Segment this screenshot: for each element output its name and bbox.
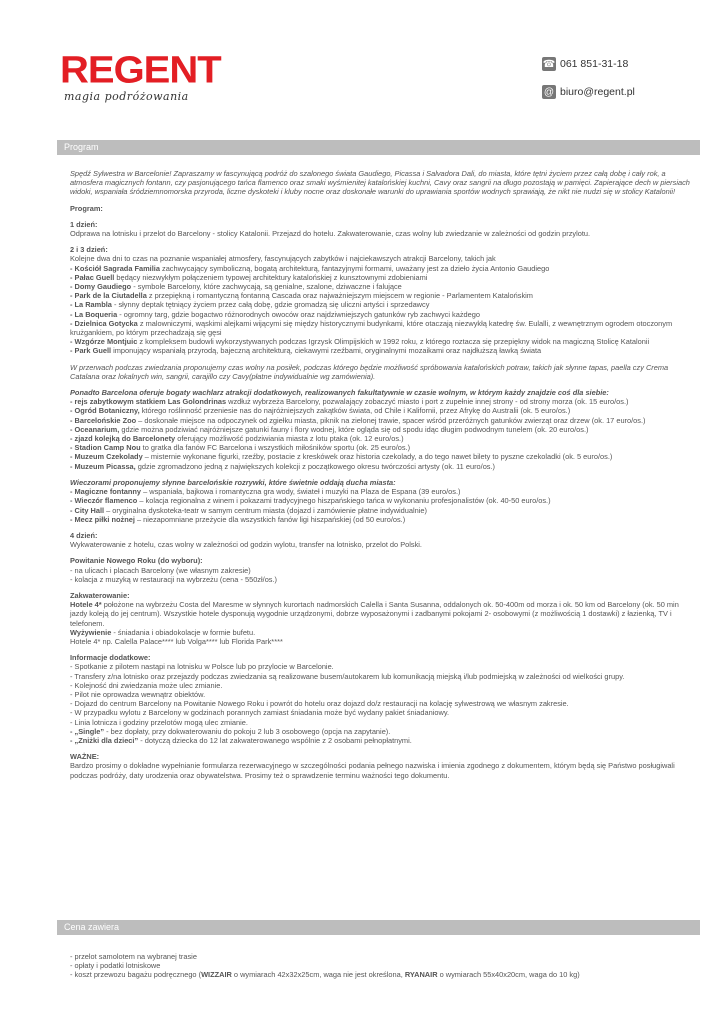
list-item-text: z przepiękną i romantyczną fontanną Cascada oraz najważniejszym miejscem w regionie - Parlamentem Katalońskim xyxy=(146,291,533,301)
list-item-name: - Stadion Camp Nou xyxy=(70,443,141,453)
newyear-label: Powitanie Nowego Roku (do wyboru): xyxy=(70,556,203,566)
important-label: WAŻNE: xyxy=(70,752,100,762)
price-item: - opłaty i podatki lotniskowe xyxy=(70,961,161,971)
program-content xyxy=(70,169,690,780)
meals-label: Wyżywienie xyxy=(70,627,112,637)
important-text: Bardzo prosimy o dokładne wypełnianie formularza rezerwacyjnego w szczególności podania pełnego nazwiska i imienia zgodnego z dokumentem, którym będą się Państwo posługiwali podczas podróży, daty urodzenia oraz obywatelstwa. Prosimy też o sprawdzenie terminu ważności tego dokumentu. xyxy=(70,761,675,780)
list-item xyxy=(70,273,690,282)
list-item-name: - Pałac Guell xyxy=(70,272,115,282)
list-item-text: – kolacja regionalna z winem i pokazami tradycyjnego hiszpańskiego tańca w wykonaniu profesjonalistów (ok. 40-50 euro/os.) xyxy=(137,496,551,506)
logo-tagline: magia podróżowania xyxy=(64,90,189,103)
list-item xyxy=(70,416,690,425)
extras-heading: Ponadto Barcelona oferuje bogaty wachlarz atrakcji dodatkowych, realizowanych fakultatywnie w czasie wolnym, w którym każdy znajdzie coś dla siebie: xyxy=(70,388,609,398)
list-item-name: - Mecz piłki nożnej xyxy=(70,514,135,524)
info-child-name: - „Zniżki dla dzieci” xyxy=(70,735,139,745)
list-item-name: - Muzeum Czekolady xyxy=(70,452,143,462)
list-item-text: to gratka dla fanów FC Barcelona i wszystkich miłośników sportu (ok. 25 euro/os.) xyxy=(140,443,411,453)
list-item-name: - rejs zabytkowym statkiem Las Golondrinas xyxy=(70,397,227,407)
list-item xyxy=(70,496,690,505)
list-item-text: imponujący wspaniałą przyrodą, bajeczną architekturą, ciekawymi rzeźbami, oryginalnymi mozaikami oraz najdłuższą ławką świata xyxy=(111,346,542,356)
day23-label: 2 i 3 dzień: xyxy=(70,245,108,255)
list-item xyxy=(70,434,690,443)
baggage-ryanair: RYANAIR xyxy=(404,970,438,980)
email-address[interactable]: biuro@regent.pl xyxy=(560,86,635,98)
info-single xyxy=(70,727,690,736)
baggage-wizzair: WIZZAIR xyxy=(201,970,232,980)
list-item xyxy=(70,291,690,300)
newyear-item: - kolacja z muzyką w restauracji na wybrzeżu (cena - 550zł/os.) xyxy=(70,574,278,584)
info-item: - Dojazd do centrum Barcelony na Powitanie Nowego Roku i powrót do hotelu oraz dojazd do/z restauracji na kolację sylwestrową we własnym zakresie. xyxy=(70,699,569,709)
phone-number[interactable]: 061 851-31-18 xyxy=(560,58,629,70)
list-item-name: - La Rambla xyxy=(70,300,112,310)
list-item xyxy=(70,515,690,524)
meals-desc: - śniadania i obiadokolacje w formie bufetu. xyxy=(111,627,256,637)
list-item-name: - Wieczór flamenco xyxy=(70,496,138,506)
list-item-text: – oryginalna dyskoteka-teatr w samym centrum miasta (dojazd i zamówienie płatne indywidualnie) xyxy=(104,505,427,515)
list-item-name: - Domy Gaudiego xyxy=(70,282,132,292)
contact-email xyxy=(542,82,672,102)
list-item-text: oferujący możliwość podziwiania miasta z lotu ptaka (ok. 12 euro/os.) xyxy=(175,434,404,444)
list-item-name: - zjazd kolejką do Barcelonety xyxy=(70,434,176,444)
info-item: - Pilot nie oprowadza wewnątrz obiektów. xyxy=(70,689,206,699)
accommodation-text xyxy=(70,600,690,628)
list-item xyxy=(70,397,690,406)
list-item-name: - Muzeum Picassa, xyxy=(70,461,136,471)
baggage-part-c: o wymiarach 55x40x20cm, waga do 10 kg) xyxy=(437,970,580,980)
free-time-note: W przerwach podczas zwiedzania proponujemy czas wolny na posiłek, podczas którego będzie możliwość spróbowania katalońskich potraw, takich jak słynne tapas, paella czy Crema Catalana oraz lokalnych win, sangrii, carajillo czy Cavy(płatne indywidualnie wg zamówienia). xyxy=(70,362,669,381)
contact-phone xyxy=(542,54,672,74)
list-item xyxy=(70,506,690,515)
list-item xyxy=(70,487,690,496)
info-child-text: - dotyczą dziecka do 12 lat zakwaterowanego wspólnie z 2 osobami pełnopłatnymi. xyxy=(138,735,412,745)
list-item-name: - Oceanarium, xyxy=(70,424,120,434)
evenings-list xyxy=(70,487,690,524)
logo-brand: REGENT xyxy=(60,49,221,91)
price-content xyxy=(70,952,690,980)
list-item-text: z kompleksem budowli wykorzystywanych podczas Igrzysk Olimpijskich w 1992 roku, z którego roztacza się przepiękny widok na magiczną Stolicę Katalonii xyxy=(137,337,650,347)
list-item xyxy=(70,346,690,355)
list-item xyxy=(70,282,690,291)
list-item xyxy=(70,406,690,415)
list-item-text: którego roślinność przeniesie nas do najróżniejszych zakątków świata, od Chile i Kalifornii, przez Afrykę do Australii (ok. 5 euro/os.) xyxy=(139,406,571,416)
list-item-name: - Barcelońskie Zoo xyxy=(70,415,137,425)
info-item: - W przypadku wylotu z Barcelony w godzinach porannych zamiast śniadania może być wydany pakiet śniadaniowy. xyxy=(70,708,450,718)
phone-icon: ☎ xyxy=(542,58,556,70)
day1-text: Odprawa na lotnisku i przelot do Barcelony - stolicy Katalonii. Przejazd do hotelu. Zakwaterowanie, czas wolny lub zwiedzanie w zależności od godzin przylotu. xyxy=(70,229,591,239)
list-item-name: - Park Guell xyxy=(70,346,112,356)
list-item xyxy=(70,264,690,273)
list-item xyxy=(70,310,690,319)
list-item-name: - La Boqueria xyxy=(70,309,118,319)
list-item-text: - symbole Barcelony, które zachwycają, są genialne, szalone, dziwaczne i falujące xyxy=(131,282,402,292)
regent-logo xyxy=(60,50,220,110)
list-item-text: - ogromny targ, gdzie bogactwo różnorodnych owoców oraz najdziwniejszych gatunków ryb zachwyci każdego xyxy=(117,309,480,319)
list-item-text: wzdłuż wybrzeża Barcelony, pozwalający zobaczyć miasto i port z zupełnie innej strony - od strony morza (ok. 15 euro/os.) xyxy=(226,397,629,407)
list-item-text: - słynny deptak tętniący życiem przez całą dobę, gdzie gromadzą się uliczni artyści i sprzedawcy xyxy=(111,300,430,310)
price-baggage xyxy=(70,970,690,979)
section-bar-program: Program xyxy=(57,140,700,155)
price-item: - przelot samolotem na wybranej trasie xyxy=(70,952,197,961)
newyear-item: - na ulicach i placach Barcelony (we własnym zakresie) xyxy=(70,565,251,575)
list-item-name: - Magiczne fontanny xyxy=(70,487,142,497)
list-item-name: - Wzgórze Montjuic xyxy=(70,337,138,347)
list-item-name: - City Hall xyxy=(70,505,105,515)
baggage-part-b: o wymiarach 42x32x25cm, waga nie jest określona, xyxy=(231,970,405,980)
baggage-part-a: - koszt przewozu bagażu podręcznego ( xyxy=(70,970,202,980)
list-item xyxy=(70,337,690,346)
list-item-name: - Park de la Ciutadella xyxy=(70,291,147,301)
accommodation-label: Zakwaterowanie: xyxy=(70,590,130,600)
list-item xyxy=(70,319,690,337)
list-item-text: gdzie można podziwiać najróżniejsze gatunki fauny i flory wodnej, które ogląda się od spodu idąc długim podwodnym tunelem (ok. 20 euro/os.) xyxy=(119,424,589,434)
list-item xyxy=(70,300,690,309)
day4-text: Wykwaterowanie z hotelu, czas wolny w zależności od godzin wylotu, transfer na lotnisko, przelot do Polski. xyxy=(70,540,422,550)
list-item-text: gdzie zgromadzono jedną z największych kolekcji z początkowego okresu twórczości artysty (ok. 11 euro/os.) xyxy=(135,461,496,471)
evenings-heading: Wieczorami proponujemy słynne barcelońskie rozrywki, które świetnie oddają ducha miasta: xyxy=(70,477,396,487)
day23-intro: Kolejne dwa dni to czas na poznanie wspaniałej atmosfery, fascynujących zabytków i najciekawszych atrakcji Barcelony, takich jak xyxy=(70,254,496,264)
day1-label: 1 dzień: xyxy=(70,219,98,229)
info-item: - Kolejność dni zwiedzania może ulec zmianie. xyxy=(70,680,223,690)
list-item-name: - Dzielnica Gotycka xyxy=(70,318,138,328)
accommodation-name: Hotele 4* xyxy=(70,600,102,610)
info-item: - Linia lotnicza i godziny przelotów mogą ulec zmianie. xyxy=(70,717,248,727)
contact-block xyxy=(542,54,672,110)
list-item xyxy=(70,452,690,461)
list-item-text: – misternie wykonane figurki, rzeźby, postacie z kreskówek oraz historia czekolady, a do tego nawet bilety to pyszne czekoladki (ok. 5 euro/os.) xyxy=(142,452,613,462)
extras-list xyxy=(70,397,690,471)
list-item-text: – doskonałe miejsce na odpoczynek od zgiełku miasta, piknik na zielonej trawie, spacer wśród przeróżnych gatunków zwierząt oraz drzew (ok. 17 euro/os.) xyxy=(136,415,646,425)
list-item-name: - Kościół Sagrada Familia xyxy=(70,263,160,273)
info-child xyxy=(70,736,690,745)
day23-attractions-list xyxy=(70,264,690,356)
at-icon: @ xyxy=(543,86,555,98)
day4-label: 4 dzień: xyxy=(70,530,98,540)
list-item-text: z malowniczymi, wąskimi alejkami wijącymi się między historycznymi budynkami, które otaczają niezwykłą katedrę św. Eulalli, z wewnętrznym ogrodem otoczonym krużgankiem, po którym przechadzają się gęsi xyxy=(70,318,673,338)
list-item-text: zachwycający symboliczną, bogatą architekturą, fantazyjnymi formami, uważany jest za dzieło życia Antonio Gaudiego xyxy=(159,263,550,273)
info-label: Informacje dodatkowe: xyxy=(70,653,151,663)
info-single-name: - „Single” xyxy=(70,726,105,736)
list-item-name: - Ogród Botaniczny, xyxy=(70,406,140,416)
info-item: - Spotkanie z pilotem nastąpi na lotnisku w Polsce lub po przylocie w Barcelonie. xyxy=(70,662,334,672)
list-item xyxy=(70,462,690,471)
list-item-text: – wspaniała, bajkowa i romantyczna gra wody, świateł i muzyki na Plaza de Espana (39 euro/os.) xyxy=(141,487,461,497)
list-item xyxy=(70,443,690,452)
list-item xyxy=(70,425,690,434)
meals-text xyxy=(70,628,690,637)
hotels-line: Hotele 4* np. Calella Palace**** lub Volga**** lub Florida Park**** xyxy=(70,636,283,646)
list-item-text: – niezapomniane przeżycie dla wszystkich fanów ligi hiszpańskiej (od 50 euro/os.) xyxy=(134,514,406,524)
intro-paragraph: Spędź Sylwestra w Barcelonie! Zapraszamy w fascynującą podróż do szalonego świata Gaudiego, Picassa i Salvadora Dali, do miasta, które tętni życiem przez całą dobę i cały rok, a atmosfera magicznych fontann, czy pasjonującego tańca flamenco oraz smaki wyśmienitej katalońskiej kuchni, Cavy oraz sangrii na długo pozostają w pamięci. Zapierające dech w piersiach widoki, wspaniała śródziemnomorska przyroda, liczne dyskoteki i kluby nocne oraz doskonałe warunki do uprawiania sportów wodnych sprawiają, że nikt nie nudzi się w stolicy Katalonii! xyxy=(70,169,690,197)
accommodation-desc: położone na wybrzeżu Costa del Maresme w słynnych kurortach nadmorskich Calella i Santa Susanna, oddalonych ok. 50-400m od morza i ok. 50 km od Barcelony (ok. 50 min jazdy koleją do jej centrum). Wszystkie hotele dysponują wygodnie urządzonymi, dobrze wyposażonymi i zadbanymi pokojami 2- osobowymi (z możliwością 1 dostawki) z łazienką, TV i telefonem. xyxy=(70,600,679,628)
program-label: Program: xyxy=(70,203,103,213)
section-bar-price: Cena zawiera xyxy=(57,920,700,935)
info-single-text: - bez dopłaty, przy dokwaterowaniu do pokoju 2 lub 3 osobowego (opcja na zapytanie). xyxy=(104,726,391,736)
info-item: - Transfery z/na lotnisko oraz przejazdy podczas zwiedzania są realizowane busem/autokarem lub komunikacją miejską i/lub podmiejską w zależności od wielkości grupy. xyxy=(70,671,625,681)
list-item-text: będący niezwykłym połączeniem typowej architektury katalońskiej z kunsztownymi zdobieniami xyxy=(114,272,428,282)
